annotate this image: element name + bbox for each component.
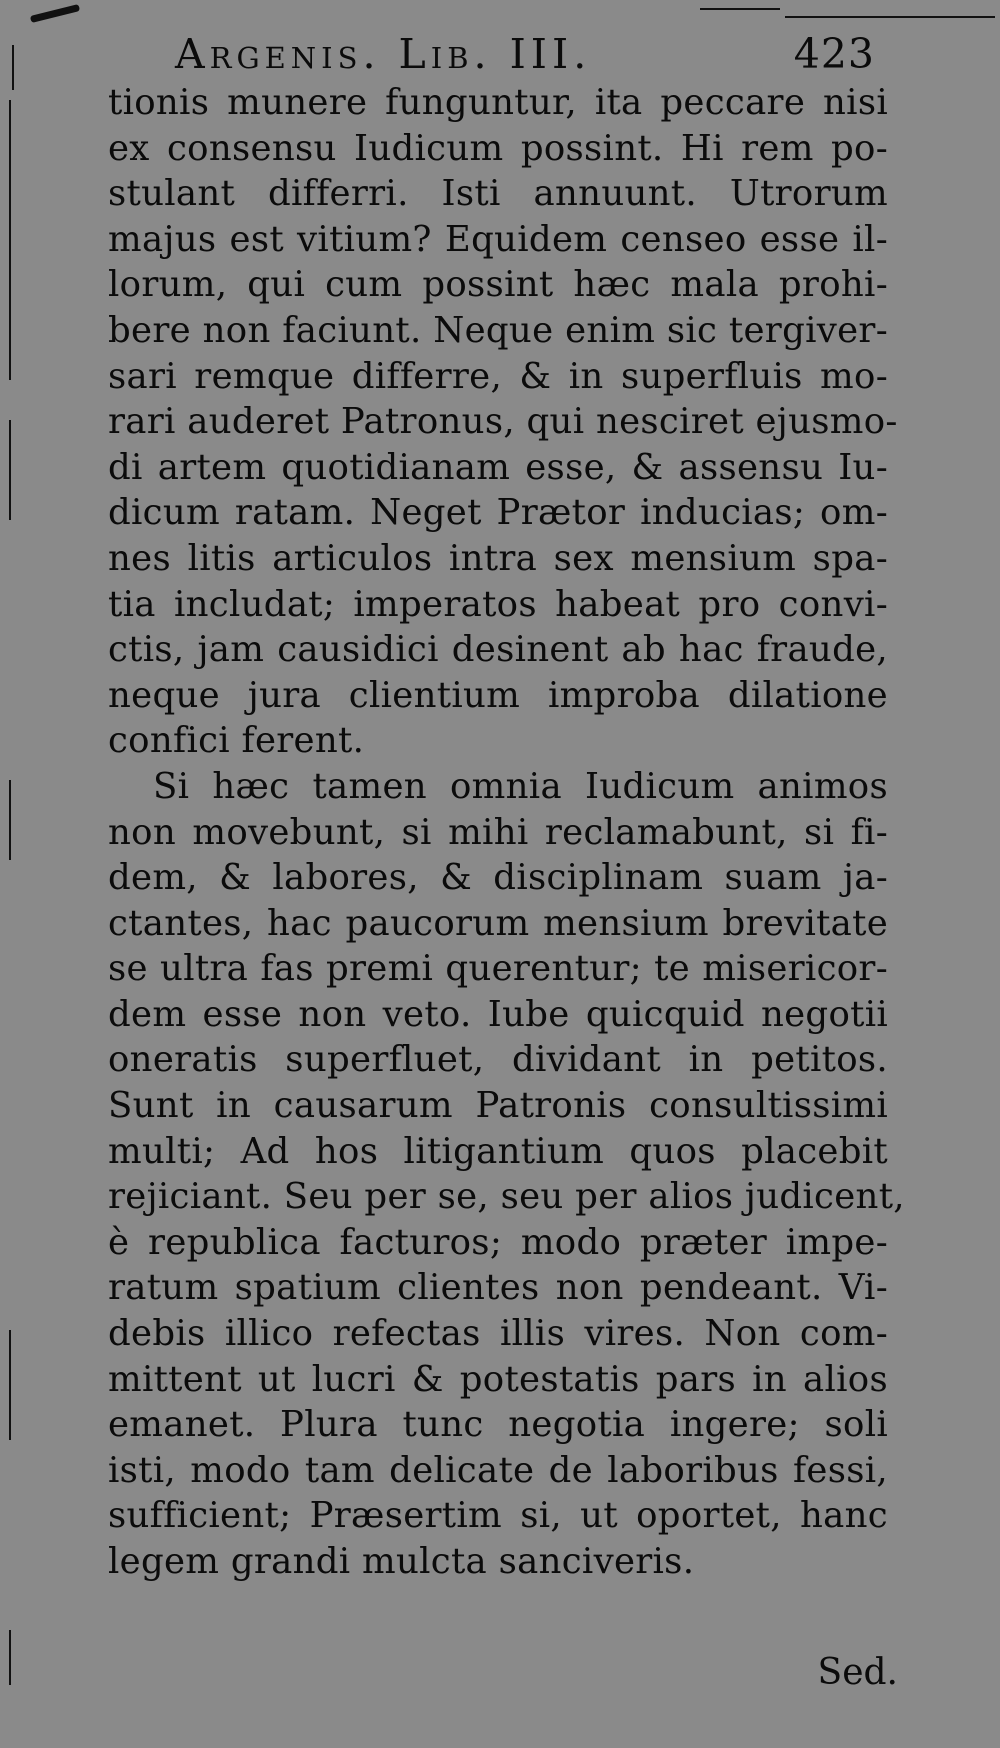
running-title: Argenis. Lib. III. [175,30,592,78]
text-line: dem esse non veto. Iube quicquid negotii [108,993,888,1035]
text-line: confici ferent. [108,720,365,762]
margin-mark [9,1630,11,1685]
text-line: Si hæc tamen omnia Iudicum animos [153,765,888,807]
text-line: tionis munere funguntur, ita peccare nisi [108,82,888,123]
text-line: è republica facturos; modo præter impe- [108,1221,888,1263]
page-edge-rule [700,8,780,10]
text-line: sufficient; Præsertim si, ut oportet, hanc [108,1495,888,1537]
text-line: rari auderet Patronus, qui nesciret ejusmo- [108,401,898,443]
text-line: oneratis superfluet, dividant in petitos. [108,1039,888,1081]
text-line: dem, & labores, & disciplinam suam ja- [108,857,888,899]
text-line: bere non faciunt. Neque enim sic tergiver- [108,309,888,351]
page-number: 423 [793,30,875,78]
catchword: Sed. [817,1652,898,1693]
text-line: sari remque differre, & in superfluis mo- [108,355,888,397]
margin-mark [9,1330,11,1440]
text-line: se ultra fas premi querentur; te misericor- [108,948,888,990]
paragraph [108,764,905,1585]
text-line: ratum spatium clientes non pendeant. Vi- [108,1267,888,1309]
page-edge-rule [785,16,995,18]
text-line: di artem quotidianam esse, & assensu Iu- [108,446,888,488]
text-line: emanet. Plura tunc negotia ingere; soli [108,1404,888,1446]
text-line: ctis, jam causidici desinent ab hac fraude, [108,629,888,671]
paragraph [108,80,898,764]
text-line: dicum ratam. Neget Prætor inducias; om- [108,492,888,534]
margin-mark [9,780,11,860]
text-line: mittent ut lucri & potestatis pars in alios [108,1358,888,1400]
text-line: multi; Ad hos litigantium quos placebit [108,1130,888,1172]
text-line: tia includat; imperatos habeat pro convi- [108,583,888,625]
text-line: rejiciant. Seu per se, seu per alios judicent, [108,1176,905,1218]
text-line: ex consensu Iudicum possint. Hi rem po- [108,127,888,169]
text-line: neque jura clientium improba dilatione [108,674,888,716]
text-line: stulant differri. Isti annuunt. Utrorum [108,173,888,215]
text-line: isti, modo tam delicate de laboribus fessi, [108,1449,888,1491]
text-line: debis illico refectas illis vires. Non com- [108,1313,888,1355]
text-line: majus est vitium? Equidem censeo esse il- [108,218,888,260]
margin-mark [9,100,11,380]
text-line: non movebunt, si mihi reclamabunt, si fi- [108,811,888,853]
text-line: legem grandi mulcta sanciveris. [108,1541,695,1582]
margin-mark [12,45,14,90]
text-line: nes litis articulos intra sex mensium spa- [108,537,888,579]
margin-mark [9,420,11,520]
text-line: lorum, qui cum possint hæc mala prohi- [108,264,888,306]
ink-smudge [30,4,80,23]
text-line: Sunt in causarum Patronis consultissimi [108,1085,888,1127]
text-line: ctantes, hac paucorum mensium brevitate [108,902,888,944]
body-text [108,80,905,1585]
